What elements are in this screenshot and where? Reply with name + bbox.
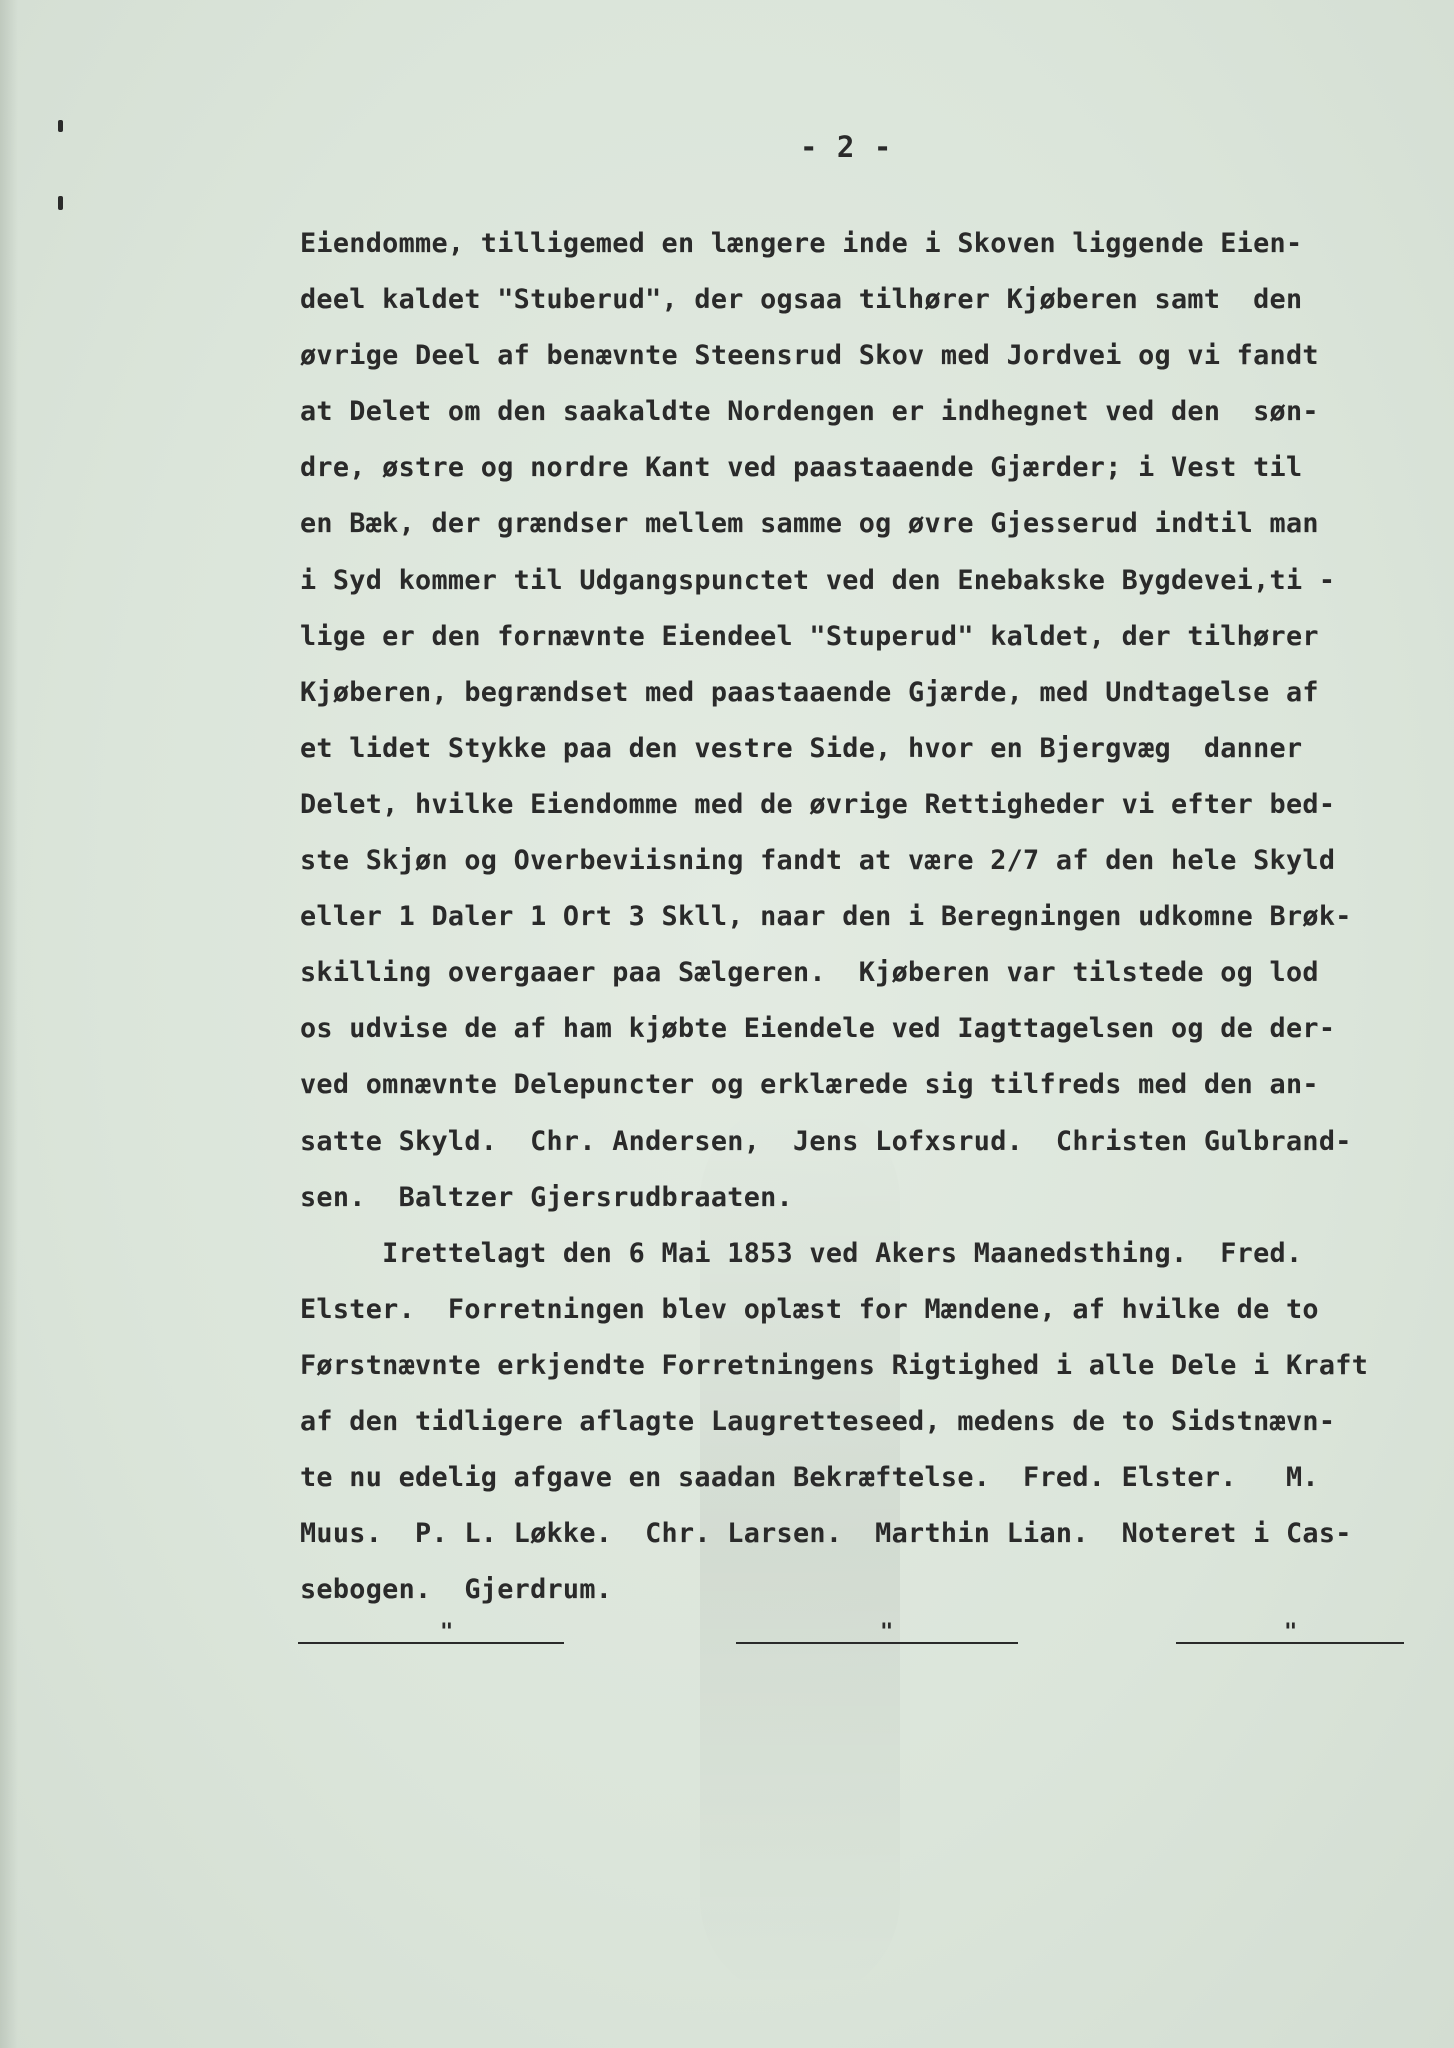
text-line: ved omnævnte Delepuncter og erklærede sig tilfreds med den an- <box>300 1069 1319 1101</box>
text-line: deel kaldet "Stuberud", der ogsaa tilhører Kjøberen samt den <box>300 284 1303 316</box>
margin-mark <box>58 120 63 132</box>
text-line: satte Skyld. Chr. Andersen, Jens Lofxsrud. Christen Gulbrand- <box>300 1125 1352 1157</box>
document-body <box>300 216 1430 1618</box>
text-line: Irettelagt den 6 Mai 1853 ved Akers Maanedsthing. Fred. <box>300 1237 1303 1269</box>
ditto-mark: " <box>880 1620 894 1645</box>
page-number: - 2 - <box>800 130 893 164</box>
text-line: et lidet Stykke paa den vestre Side, hvor en Bjergvæg danner <box>300 732 1303 764</box>
text-line: lige er den fornævnte Eiendeel "Stuperud" kaldet, der tilhører <box>300 620 1319 652</box>
separator-rules <box>0 1620 1454 1654</box>
text-line: øvrige Deel af benævnte Steensrud Skov med Jordvei og vi fandt <box>300 340 1319 372</box>
text-line: sebogen. Gjerdrum. <box>300 1574 613 1606</box>
text-line: en Bæk, der grændser mellem samme og øvre Gjesserud indtil man <box>300 508 1319 540</box>
text-line: Eiendomme, tilligemed en længere inde i Skoven liggende Eien- <box>300 228 1303 259</box>
text-line: Kjøberen, begrændset med paastaaende Gjærde, med Undtagelse af <box>300 676 1319 708</box>
ditto-mark: " <box>1284 1620 1298 1645</box>
text-line: dre, østre og nordre Kant ved paastaaende Gjærder; i Vest til <box>300 452 1303 484</box>
text-line: Førstnævnte erkjendte Forretningens Rigtighed i alle Dele i Kraft <box>300 1349 1369 1381</box>
text-line: eller 1 Daler 1 Ort 3 Skll, naar den i Beregningen udkomne Brøk- <box>300 901 1352 933</box>
text-line: at Delet om den saakaldte Nordengen er indhegnet ved den søn- <box>300 396 1319 428</box>
text-line: Delet, hvilke Eiendomme med de øvrige Rettigheder vi efter bed- <box>300 788 1336 820</box>
margin-mark <box>58 196 63 210</box>
separator-rule <box>736 1642 1018 1644</box>
text-line: te nu edelig afgave en saadan Bekræftelse. Fred. Elster. M. <box>300 1462 1319 1494</box>
text-line: os udvise de af ham kjøbte Eiendele ved Iagttagelsen og de der- <box>300 1013 1336 1045</box>
text-line: Muus. P. L. Løkke. Chr. Larsen. Marthin Lian. Noteret i Cas- <box>300 1518 1352 1550</box>
text-line: af den tidligere aflagte Laugretteseed, medens de to Sidstnævn- <box>300 1405 1336 1437</box>
text-line: sen. Baltzer Gjersrudbraaten. <box>300 1181 793 1213</box>
text-line: i Syd kommer til Udgangspunctet ved den Enebakske Bygdevei,ti - <box>300 564 1336 596</box>
ditto-mark: " <box>440 1620 454 1645</box>
text-line: ste Skjøn og Overbeviisning fandt at være 2/7 af den hele Skyld <box>300 845 1336 877</box>
text-line: Elster. Forretningen blev oplæst for Mændene, af hvilke de to <box>300 1293 1319 1325</box>
separator-rule <box>298 1642 564 1644</box>
text-line: skilling overgaaer paa Sælgeren. Kjøberen var tilstede og lod <box>300 957 1319 989</box>
